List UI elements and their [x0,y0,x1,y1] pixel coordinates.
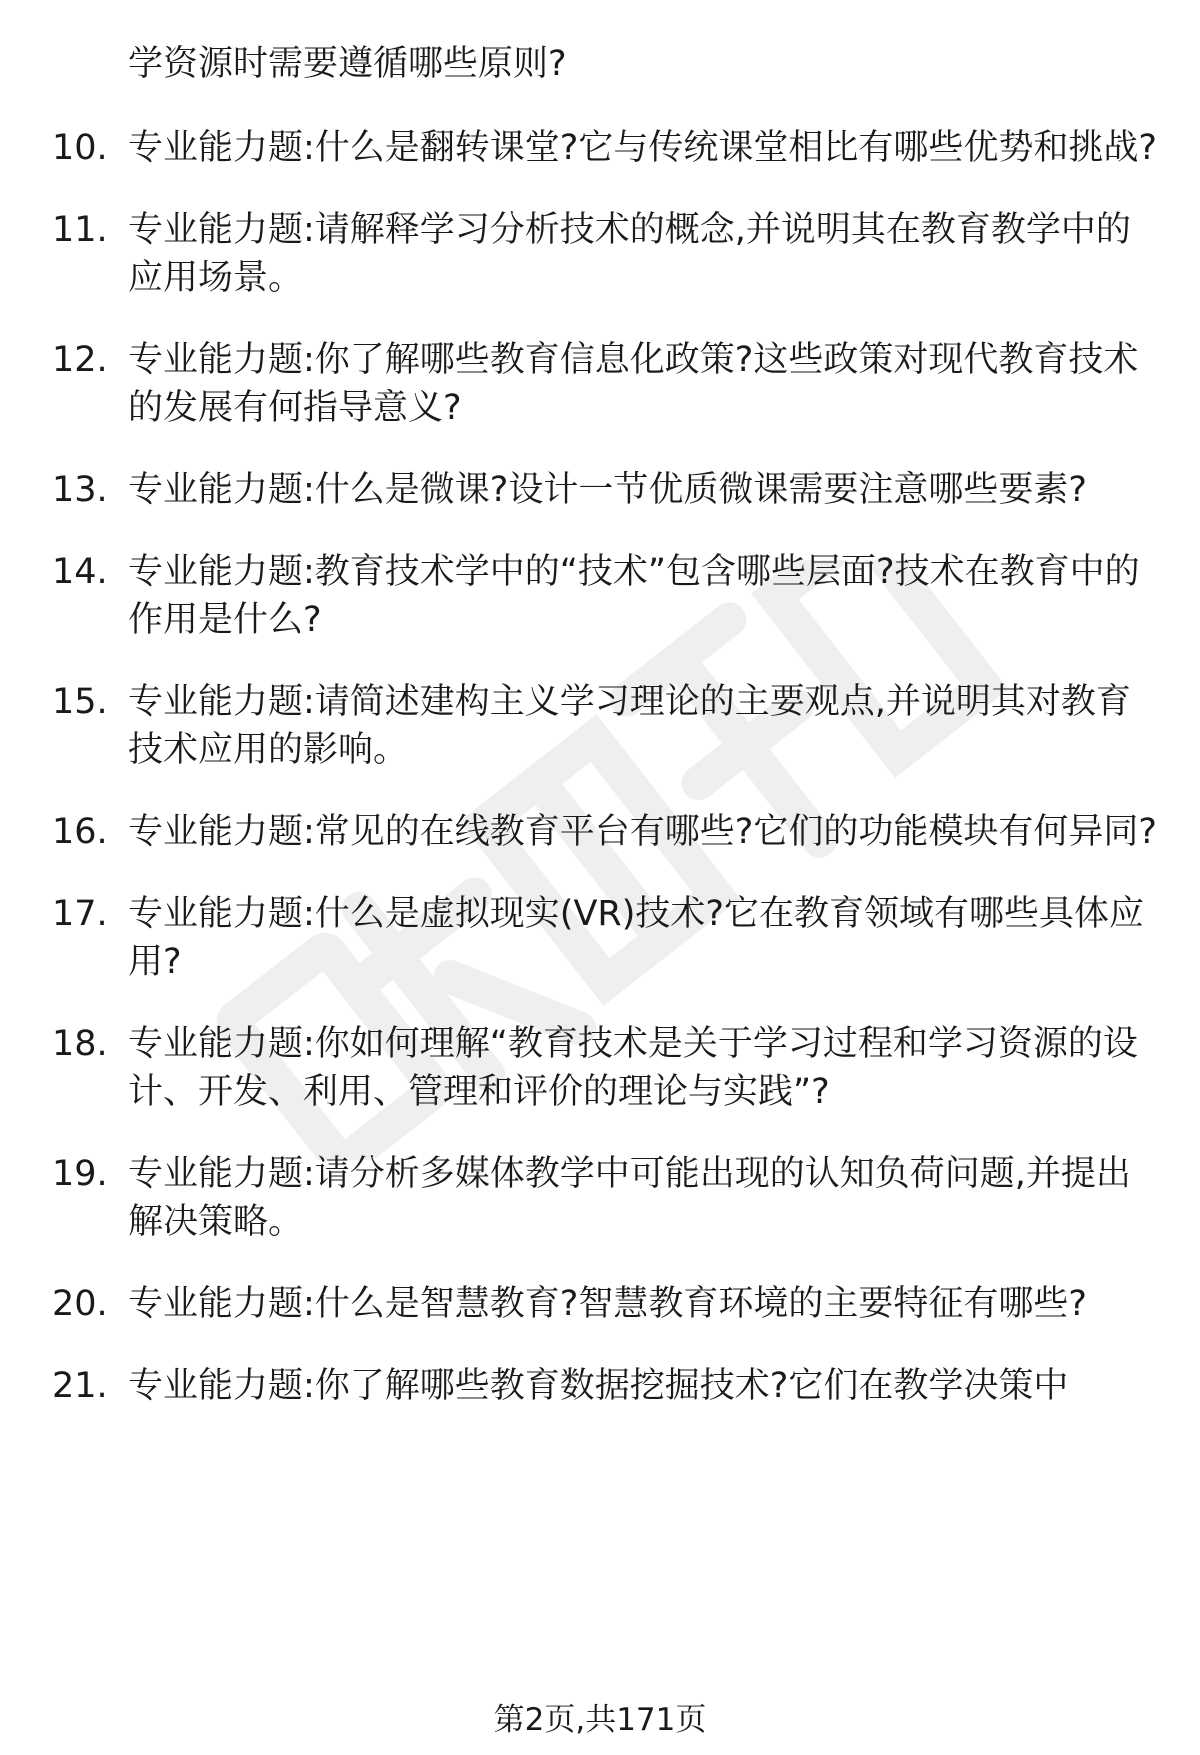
question-item [0,336,1200,432]
question-text: 专业能力题:教育技术学中的“技术”包含哪些层面?技术在教育中的作用是什么? [128,552,1140,640]
question-text: 专业能力题:你了解哪些教育数据挖掘技术?它们在教学决策中 [128,1366,1069,1406]
question-number: 12. [52,340,108,380]
question-item [0,678,1200,774]
question-number: 13. [52,470,108,510]
question-number: 17. [52,894,108,934]
question-item [0,124,1200,172]
question-number: 16. [52,812,108,852]
question-number: 10. [52,128,108,168]
question-text: 专业能力题:请解释学习分析技术的概念,并说明其在教育教学中的应用场景。 [128,210,1131,298]
question-text: 专业能力题:请分析多媒体教学中可能出现的认知负荷问题,并提出解决策略。 [128,1154,1131,1242]
page-footer [0,1700,1200,1740]
question-item [0,808,1200,856]
question-text: 专业能力题:请简述建构主义学习理论的主要观点,并说明其对教育技术应用的影响。 [128,682,1131,770]
question-number: 14. [52,552,108,592]
question-item [0,1020,1200,1116]
question-text: 专业能力题:什么是虚拟现实(VR)技术?它在教育领域有哪些具体应用? [128,894,1144,982]
question-list [0,40,1200,1444]
question-item [0,548,1200,644]
question-number: 20. [52,1284,108,1324]
question-text: 专业能力题:什么是智慧教育?智慧教育环境的主要特征有哪些? [128,1284,1087,1324]
page-number-label: 第2页,共171页 [493,1702,707,1738]
question-number: 19. [52,1154,108,1194]
question-item [0,1362,1200,1410]
question-number: 21. [52,1366,108,1406]
question-item [0,466,1200,514]
question-text: 专业能力题:你了解哪些教育信息化政策?这些政策对现代教育技术的发展有何指导意义? [128,340,1139,428]
question-continuation [0,40,1200,88]
question-text: 专业能力题:常见的在线教育平台有哪些?它们的功能模块有何异同? [128,812,1157,852]
question-item [0,1150,1200,1246]
question-number: 15. [52,682,108,722]
question-number: 11. [52,210,108,250]
question-number: 18. [52,1024,108,1064]
question-text: 专业能力题:你如何理解“教育技术是关于学习过程和学习资源的设计、开发、利用、管理和评价的理论与实践”? [128,1024,1138,1112]
question-text: 专业能力题:什么是微课?设计一节优质微课需要注意哪些要素? [128,470,1087,510]
question-text: 学资源时需要遵循哪些原则? [128,44,567,84]
question-item [0,206,1200,302]
question-item [0,890,1200,986]
question-text: 专业能力题:什么是翻转课堂?它与传统课堂相比有哪些优势和挑战? [128,128,1157,168]
question-item [0,1280,1200,1328]
